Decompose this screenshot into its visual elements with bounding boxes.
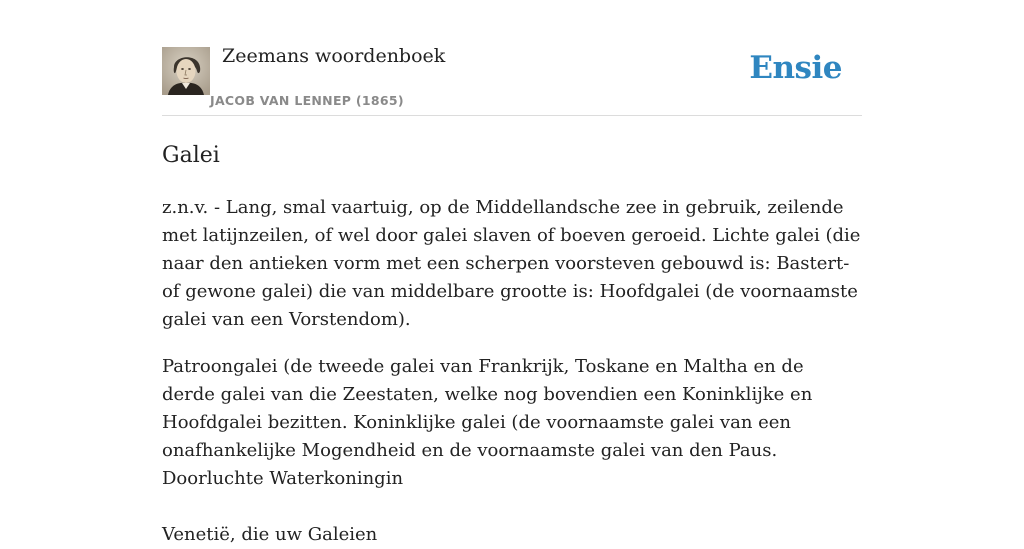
source-title[interactable]: Zeemans woordenboek [222, 45, 446, 67]
main-content [162, 0, 862, 549]
source-author: JACOB VAN LENNEP (1865) [210, 93, 404, 108]
ensie-logo[interactable]: Ensie [749, 50, 842, 86]
entry-paragraph: z.n.v. - Lang, smal vaartuig, op de Middellandsche zee in gebruik, zeilende met latijnzeilen, of wel door galei slaven of boeven geroeid. Lichte galei (die naar den antieken vorm met een scherpen voorsteven gebouwd is: Bastert- of gewone galei) die van middelbare grootte is: Hoofdgalei (de voornaamste galei van een Vorstendom). [162, 197, 861, 330]
source-header [162, 0, 862, 116]
entry-paragraph: Venetië, die uw Galeien [162, 524, 378, 545]
entry-paragraph: Patroongalei (de tweede galei van Frankrijk, Toskane en Maltha en de derde galei van die Zeestaten, welke nog bovendien een Koninklijke en Hoofdgalei bezitten. Koninklijke galei (de voornaamste galei van een onafhankelijke Mogendheid en de voornaamste galei van den Paus. Doorluchte Waterkoningin [162, 356, 813, 489]
entry-title: Galei [162, 143, 220, 168]
author-portrait-icon[interactable] [162, 47, 210, 95]
